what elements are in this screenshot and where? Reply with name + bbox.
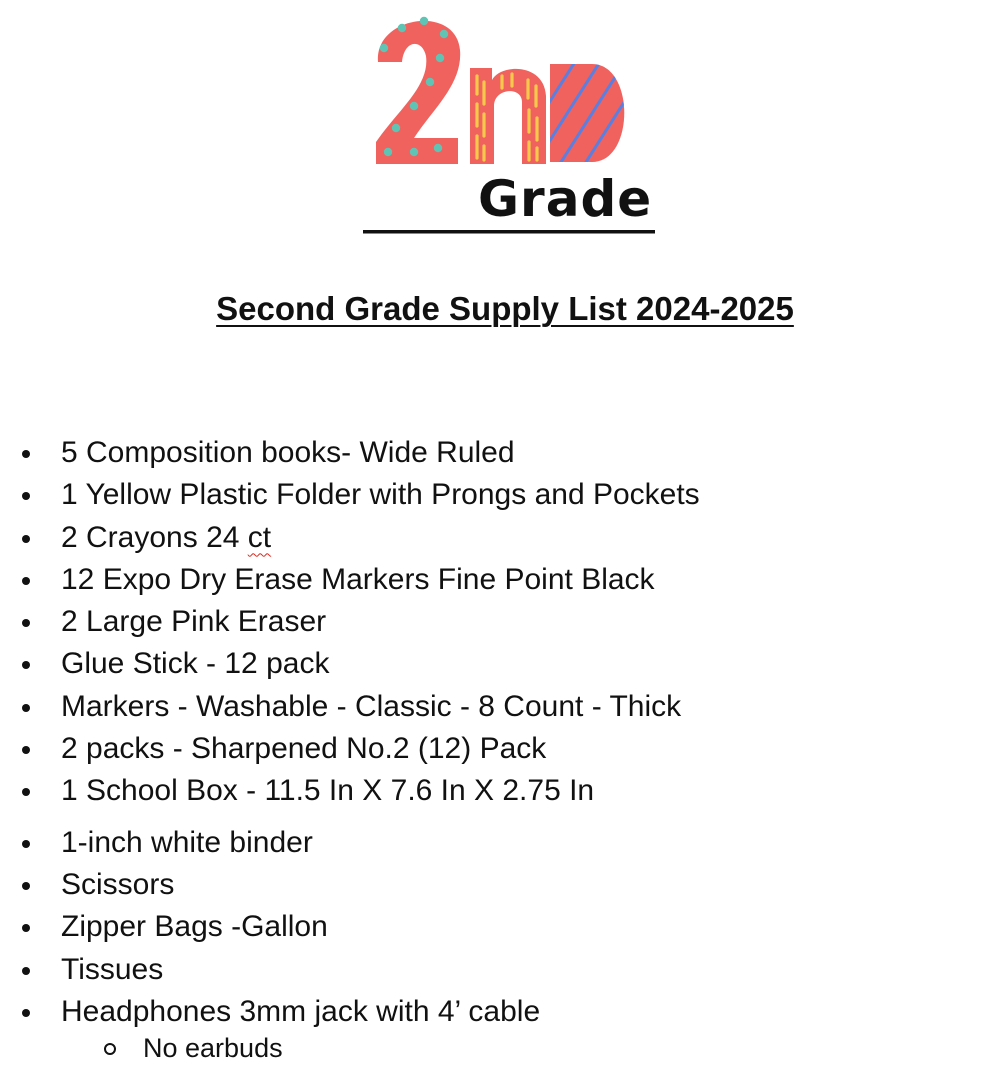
bullet-dot-icon (22, 1009, 30, 1017)
list-item (0, 906, 982, 948)
list-item-text: 2 packs - Sharpened No.2 (12) Pack (61, 732, 547, 766)
list-item (0, 991, 982, 1033)
list-item-text: Glue Stick - 12 pack (61, 647, 330, 681)
list-item-text: 12 Expo Dry Erase Markers Fine Point Black (61, 562, 655, 596)
list-item-text: 2 Crayons 24 (61, 520, 248, 554)
second-grade-logo (360, 6, 660, 238)
logo-letter-n (470, 68, 546, 164)
list-item (0, 728, 982, 770)
list-item (0, 949, 982, 991)
page-title (0, 288, 982, 330)
hollow-circle-bullet-icon (104, 1043, 116, 1055)
list-item-text: Markers - Washable - Classic - 8 Count - Thick (61, 689, 682, 723)
list-item (0, 601, 982, 643)
list-item (0, 517, 982, 559)
bullet-dot-icon (22, 840, 30, 848)
page-title-text: Second Grade Supply List 2024-2025 (216, 290, 794, 327)
sub-list-item-text: No earbuds (143, 1033, 283, 1063)
list-item (0, 474, 982, 516)
list-item (0, 559, 982, 601)
sub-list-item (0, 1028, 283, 1068)
bullet-dot-icon (22, 882, 30, 890)
list-item-text: Tissues (61, 952, 164, 986)
bullet-dot-icon (22, 967, 30, 975)
list-item-text: Headphones 3mm jack with 4’ cable (61, 994, 541, 1028)
bullet-dot-icon (22, 704, 30, 712)
bullet-dot-icon (22, 661, 30, 669)
bullet-dot-icon (22, 788, 30, 796)
supply-list (0, 432, 982, 1033)
bullet-dot-icon (22, 535, 30, 543)
list-item (0, 822, 982, 864)
logo-graphic (360, 6, 660, 238)
list-item (0, 686, 982, 728)
list-item (0, 864, 982, 906)
list-item (0, 643, 982, 685)
bullet-dot-icon (22, 746, 30, 754)
list-item-text: 1-inch white binder (61, 825, 313, 859)
list-item-text: 1 Yellow Plastic Folder with Prongs and Pockets (61, 478, 700, 512)
bullet-dot-icon (22, 619, 30, 627)
list-item-text: Zipper Bags -Gallon (61, 910, 328, 944)
list-item-text: 1 School Box - 11.5 In X 7.6 In X 2.75 In (61, 774, 595, 808)
logo-underline (363, 230, 655, 234)
logo-word-grade: Grade (478, 170, 653, 228)
list-item-text: 5 Composition books- Wide Ruled (61, 436, 515, 469)
list-item-text: 2 Large Pink Eraser (61, 605, 327, 639)
supply-sub-list (0, 1028, 283, 1068)
bullet-dot-icon (22, 924, 30, 932)
spellcheck-flagged-word: ct (247, 520, 272, 554)
list-item (0, 432, 982, 474)
bullet-dot-icon (22, 492, 30, 500)
bullet-dot-icon (22, 450, 30, 458)
bullet-dot-icon (22, 577, 30, 585)
logo-numeral-2 (376, 17, 460, 164)
list-item-text: Scissors (61, 867, 175, 901)
list-item (0, 770, 982, 812)
